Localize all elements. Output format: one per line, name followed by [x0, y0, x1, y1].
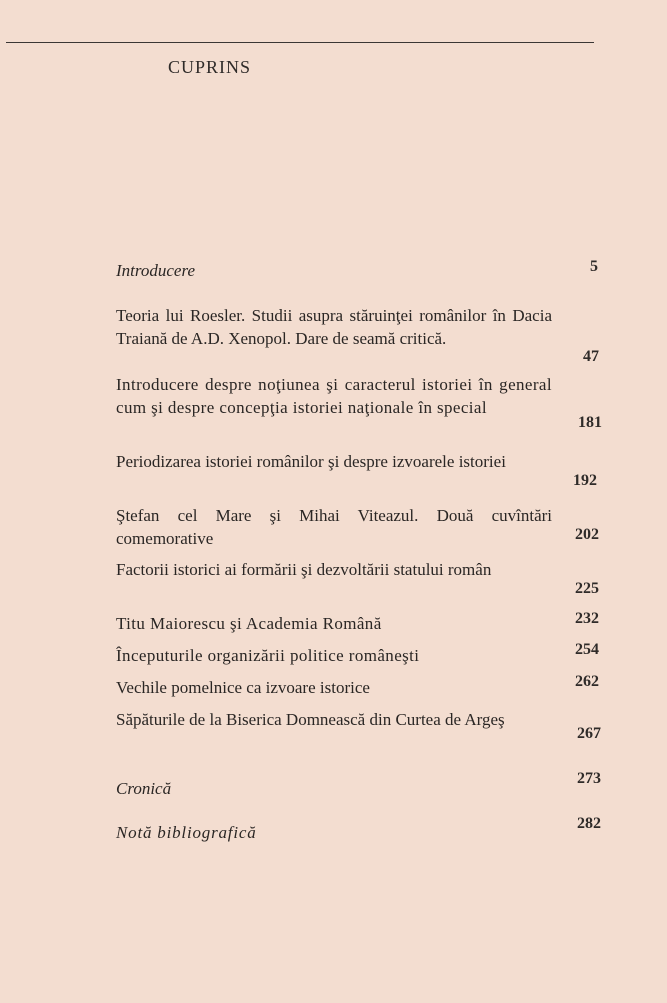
toc-entry-factorii-istorici: Factorii istorici ai formării şi dezvoltării statului român: [116, 560, 492, 579]
toc-page-number: 202: [575, 526, 599, 543]
toc-entry-titu-maiorescu: Titu Maiorescu şi Academia Română: [116, 614, 382, 633]
toc-page-number: 225: [575, 580, 599, 597]
page-title: CUPRINS: [168, 57, 252, 77]
toc-entry-inceputurile: Începuturile organizării politice româneşti: [116, 646, 420, 665]
toc-page-number: 181: [578, 414, 602, 431]
toc-entry-teoria-lui-roesler: Teoria lui Roesler. Studii asupra stăruinţei românilor în Dacia Traiană de A.D. Xenopol. Dare de seamă critică.: [116, 306, 552, 348]
toc-page-number: 5: [590, 258, 598, 275]
toc-entry-stefan-cel-mare: Ştefan cel Mare şi Mihai Viteazul. Două cuvîntări comemorative: [116, 506, 552, 548]
toc-page-number: 47: [583, 348, 599, 365]
toc-page-number: 232: [575, 610, 599, 627]
toc-page-number: 273: [577, 770, 601, 787]
toc-entry-periodizarea: Periodizarea istoriei românilor şi despre izvoarele istoriei: [116, 452, 506, 471]
toc-page-number: 282: [577, 815, 601, 832]
top-rule: [6, 42, 594, 43]
toc-page-number: 254: [575, 641, 599, 658]
toc-entry-nota-bibliografica: Notă bibliografică: [116, 823, 257, 842]
toc-page-number: 192: [573, 472, 597, 489]
toc-entry-sapaturile: Săpăturile de la Biserica Domnească din Curtea de Argeş: [116, 710, 505, 729]
toc-page-number: 262: [575, 673, 599, 690]
toc-entry-introducere: Introducere: [116, 261, 195, 280]
toc-page-number: 267: [577, 725, 601, 742]
toc-entry-vechile-pomelnice: Vechile pomelnice ca izvoare istorice: [116, 678, 370, 697]
toc-entry-introducere-despre-notiunea: Introducere despre noţiunea şi caracterul istoriei în general cum şi despre concepţia istoriei naţionale în special: [116, 375, 552, 417]
toc-entry-cronica: Cronică: [116, 779, 172, 798]
